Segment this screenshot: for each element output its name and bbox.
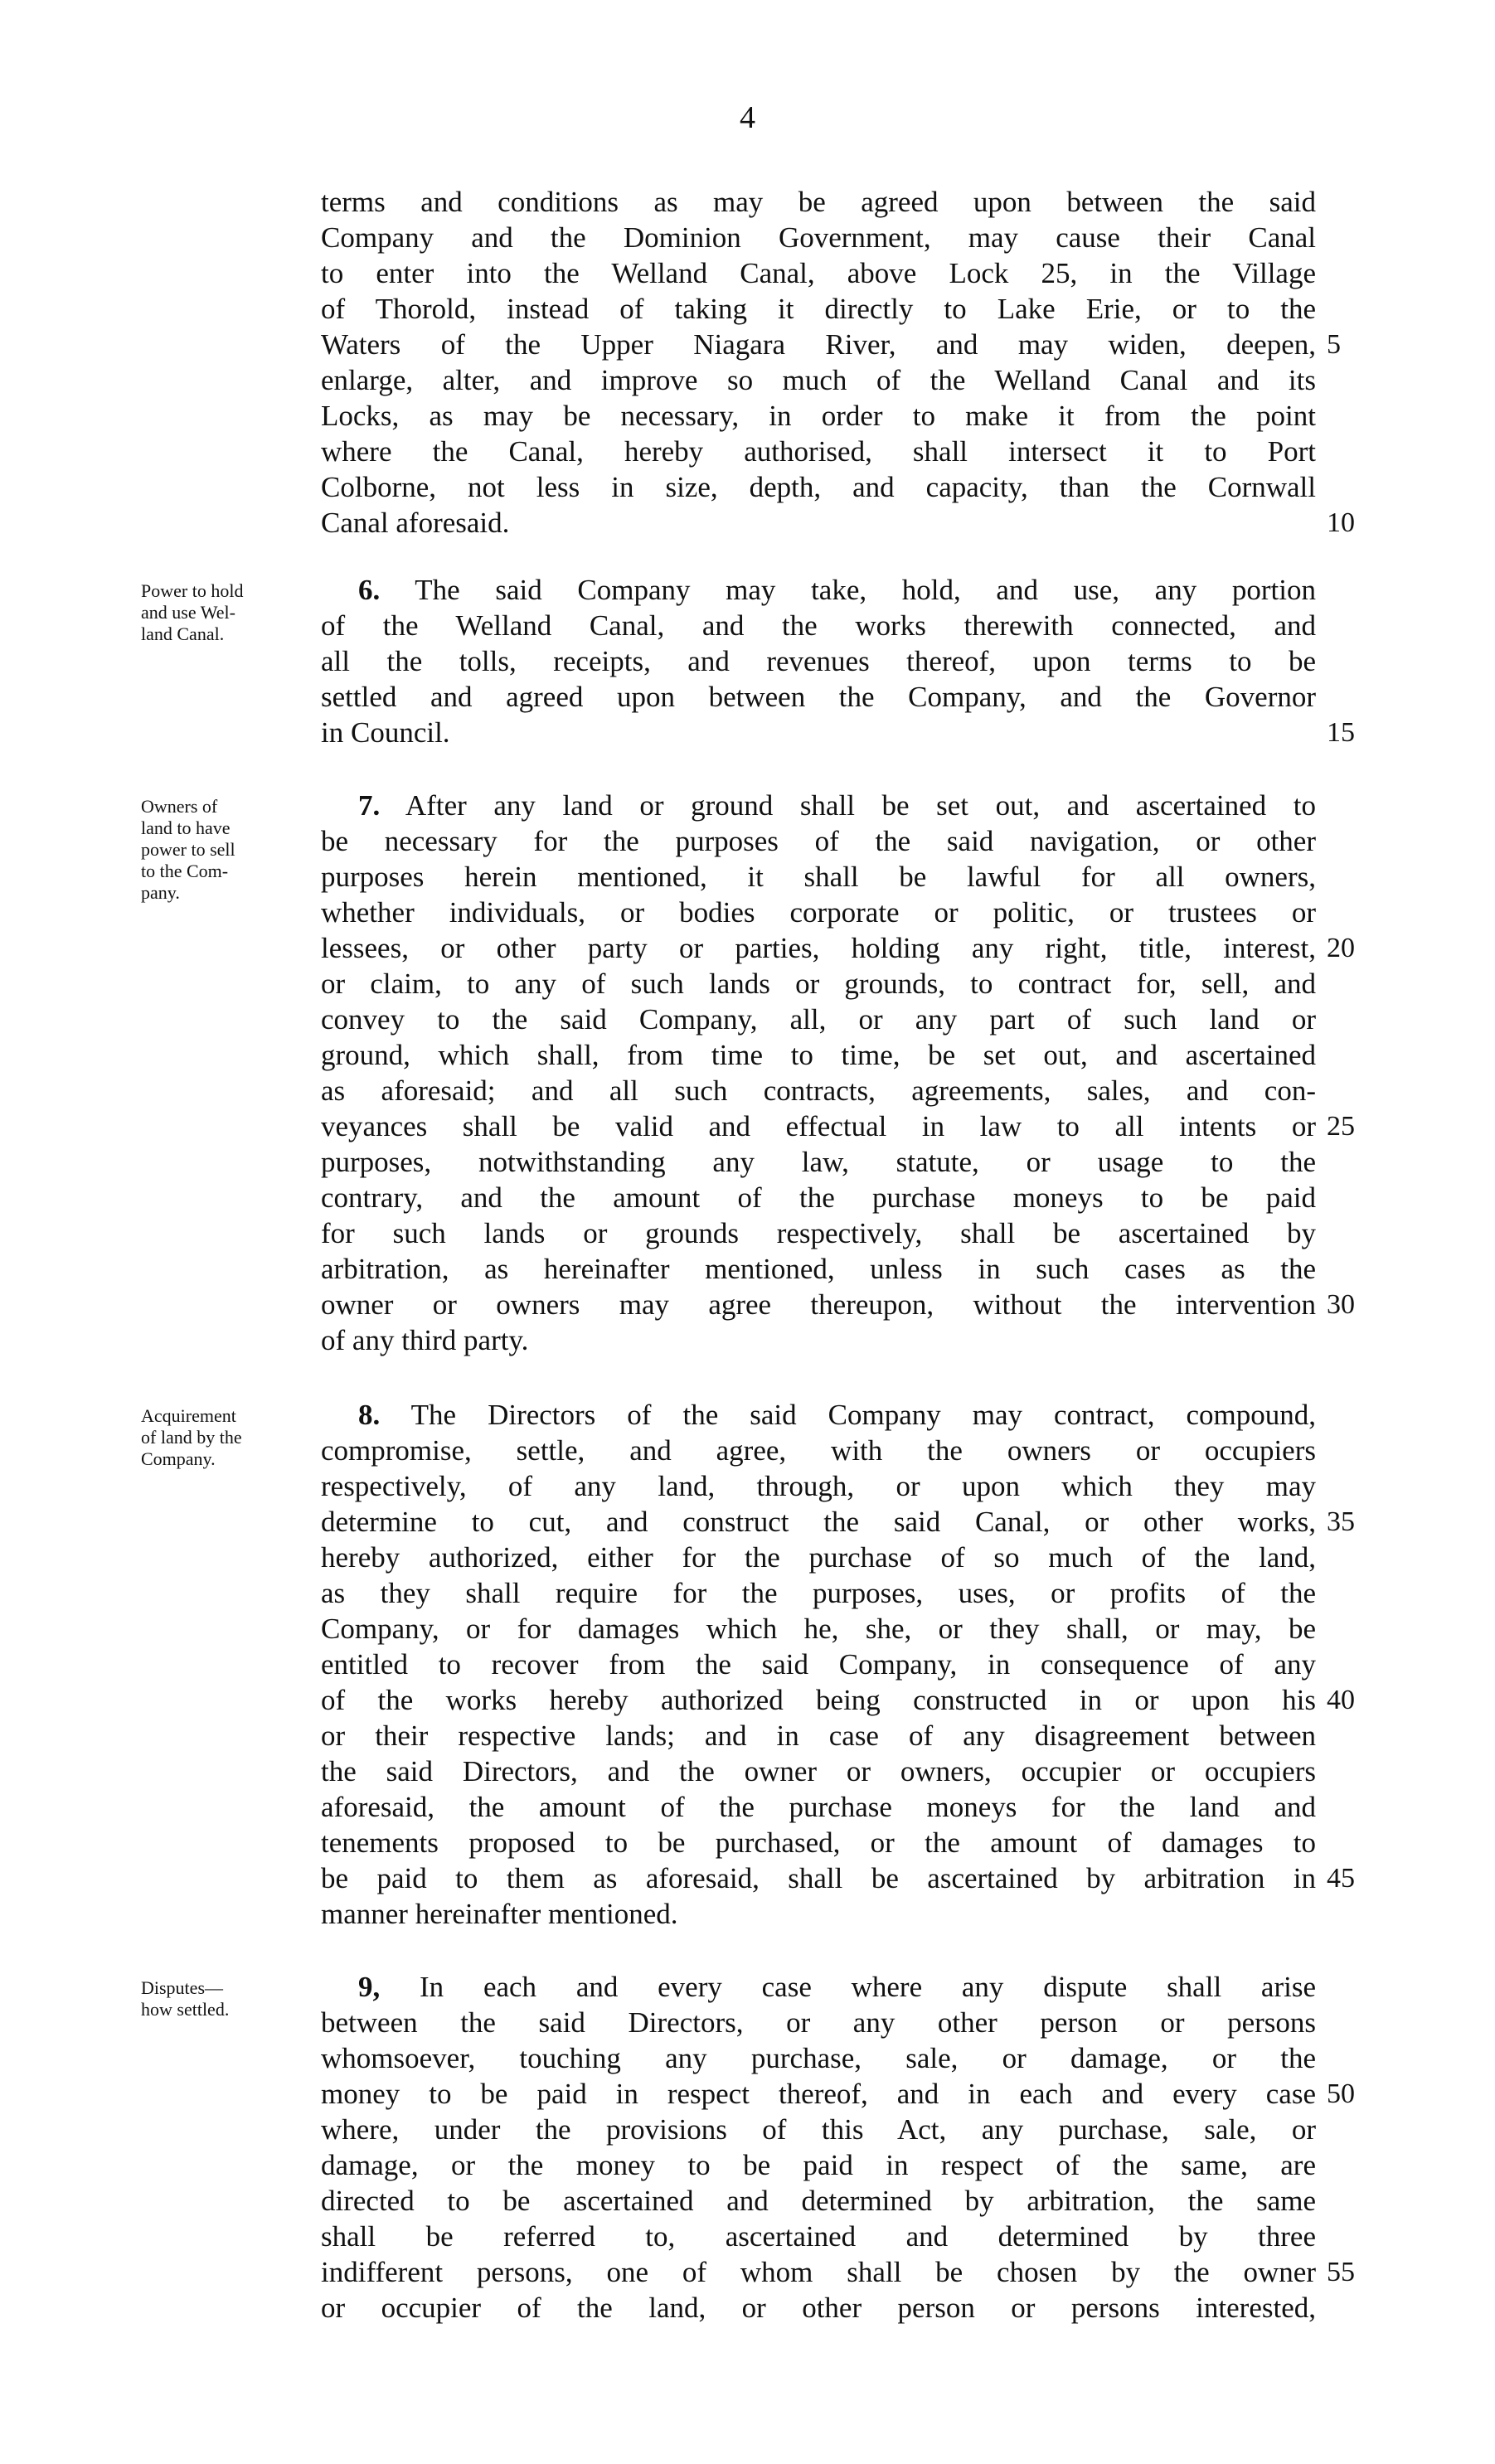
text-line: money to be paid in respect thereof, and in each and every case (321, 2078, 1316, 2110)
text-line: between the said Directors, or any other person or persons (321, 2006, 1316, 2039)
text-line (358, 1397, 1316, 1433)
text-line: contrary, and the amount of the purchase moneys to be paid (321, 1181, 1316, 1214)
margin-note (141, 1405, 315, 1470)
text-line: entitled to recover from the said Company, in consequence of any (321, 1648, 1316, 1681)
line-number: 50 (1327, 2078, 1355, 2109)
margin-note-line: Power to hold (141, 580, 244, 601)
line-number: 20 (1327, 933, 1355, 963)
margin-note-line: Company. (141, 1448, 216, 1469)
line-number: 5 (1327, 329, 1341, 360)
text-line: convey to the said Company, all, or any part of such land or (321, 1003, 1316, 1036)
text-line: Colborne, not less in size, depth, and capacity, than the Cornwall (321, 471, 1316, 503)
text-line: directed to be ascertained and determined by arbitration, the same (321, 2185, 1316, 2217)
text-line: owner or owners may agree thereupon, without the intervention (321, 1288, 1316, 1321)
text-line: arbitration, as hereinafter mentioned, unless in such cases as the (321, 1253, 1316, 1285)
text-line: Company and the Dominion Government, may cause their Canal (321, 221, 1316, 254)
line-number: 45 (1327, 1863, 1355, 1894)
margin-note-line: land to have (141, 817, 231, 838)
text-line: tenements proposed to be purchased, or the amount of damages to (321, 1826, 1316, 1859)
text-line-content: The Directors of the said Company may contract, compound, (410, 1399, 1316, 1431)
text-line: where the Canal, hereby authorised, shall intersect it to Port (321, 435, 1316, 468)
text-line: veyances shall be valid and effectual in law to all intents or (321, 1110, 1316, 1142)
text-line: of any third party. (321, 1324, 529, 1356)
line-number: 55 (1327, 2257, 1355, 2287)
text-line: indifferent persons, one of whom shall be chosen by the owner (321, 2256, 1316, 2288)
text-line: purposes herein mentioned, it shall be lawful for all owners, (321, 861, 1316, 893)
text-line: settled and agreed upon between the Company, and the Governor (321, 681, 1316, 713)
text-line: whether individuals, or bodies corporate or politic, or trustees or (321, 896, 1316, 929)
text-line: all the tolls, receipts, and revenues thereof, upon terms to be (321, 645, 1316, 677)
margin-note-line: Owners of (141, 796, 218, 817)
line-number: 40 (1327, 1685, 1355, 1715)
text-line: compromise, settle, and agree, with the owners or occupiers (321, 1434, 1316, 1467)
text-line: for such lands or grounds respectively, shall be ascertained by (321, 1217, 1316, 1249)
section-number: 6. (358, 574, 381, 606)
text-line (358, 1969, 1316, 2005)
text-line: the said Directors, and the owner or owners, occupier or occupiers (321, 1755, 1316, 1787)
text-line-content: After any land or ground shall be set out, and ascertained to (405, 789, 1316, 822)
line-number: 35 (1327, 1506, 1355, 1537)
text-line-content: The said Company may take, hold, and use, any portion (415, 574, 1316, 606)
text-line: to enter into the Welland Canal, above Lock 25, in the Village (321, 257, 1316, 289)
margin-note-line: Acquirement (141, 1405, 236, 1426)
text-line: damage, or the money to be paid in respect of the same, are (321, 2149, 1316, 2181)
margin-note (141, 1977, 315, 2020)
text-line: of the works hereby authorized being constructed in or upon his (321, 1684, 1316, 1716)
margin-note (141, 580, 315, 645)
section-number: 7. (358, 789, 381, 822)
text-line: Waters of the Upper Niagara River, and may widen, deepen, (321, 328, 1316, 361)
margin-note-line: power to sell (141, 839, 235, 860)
page-number: 4 (740, 100, 755, 135)
margin-note (141, 796, 315, 904)
text-line: or their respective lands; and in case of any disagreement between (321, 1719, 1316, 1752)
line-number: 15 (1327, 717, 1355, 748)
text-line: lessees, or other party or parties, holding any right, title, interest, (321, 932, 1316, 964)
margin-note-line: land Canal. (141, 623, 225, 644)
line-number: 10 (1327, 507, 1355, 538)
text-line: aforesaid, the amount of the purchase moneys for the land and (321, 1791, 1316, 1823)
text-line: shall be referred to, ascertained and determined by three (321, 2220, 1316, 2253)
text-line: Company, or for damages which he, she, or they shall, or may, be (321, 1613, 1316, 1645)
text-line: Locks, as may be necessary, in order to make it from the point (321, 400, 1316, 432)
text-line: ground, which shall, from time to time, be set out, and ascertained (321, 1039, 1316, 1071)
text-line: respectively, of any land, through, or upon which they may (321, 1470, 1316, 1502)
text-line: as they shall require for the purposes, uses, or profits of the (321, 1577, 1316, 1609)
text-line: of the Welland Canal, and the works therewith connected, and (321, 609, 1316, 642)
text-line: be necessary for the purposes of the said navigation, or other (321, 825, 1316, 857)
text-line: hereby authorized, either for the purchase of so much of the land, (321, 1541, 1316, 1574)
text-line: be paid to them as aforesaid, shall be ascertained by arbitration in (321, 1862, 1316, 1894)
text-line: purposes, notwithstanding any law, statute, or usage to the (321, 1146, 1316, 1178)
margin-note-line: and use Wel- (141, 602, 235, 623)
text-line: Canal aforesaid. (321, 507, 510, 539)
text-line-content: In each and every case where any dispute shall arise (420, 1971, 1317, 2003)
section-number: 8. (358, 1399, 381, 1431)
text-line: determine to cut, and construct the said Canal, or other works, (321, 1506, 1316, 1538)
text-line: in Council. (321, 716, 450, 749)
line-number: 25 (1327, 1111, 1355, 1142)
text-line: where, under the provisions of this Act, any purchase, sale, or (321, 2113, 1316, 2146)
margin-note-line: pany. (141, 882, 180, 903)
margin-note-line: how settled. (141, 1999, 230, 2020)
text-line: of Thorold, instead of taking it directly to Lake Erie, or to the (321, 293, 1316, 325)
text-line: enlarge, alter, and improve so much of the Welland Canal and its (321, 364, 1316, 396)
text-line (358, 788, 1316, 823)
text-line (358, 572, 1316, 608)
text-line: terms and conditions as may be agreed upon between the said (321, 186, 1316, 218)
text-line: manner hereinafter mentioned. (321, 1898, 678, 1930)
margin-note-line: of land by the (141, 1427, 242, 1448)
margin-note-line: Disputes— (141, 1977, 223, 1998)
text-line: or claim, to any of such lands or grounds, to contract for, sell, and (321, 968, 1316, 1000)
line-number: 30 (1327, 1289, 1355, 1320)
text-line: as aforesaid; and all such contracts, agreements, sales, and con- (321, 1074, 1316, 1107)
text-line: or occupier of the land, or other person or persons interested, (321, 2292, 1316, 2324)
section-number: 9, (358, 1971, 381, 2003)
text-line: whomsoever, touching any purchase, sale, or damage, or the (321, 2042, 1316, 2074)
margin-note-line: to the Com- (141, 861, 229, 881)
